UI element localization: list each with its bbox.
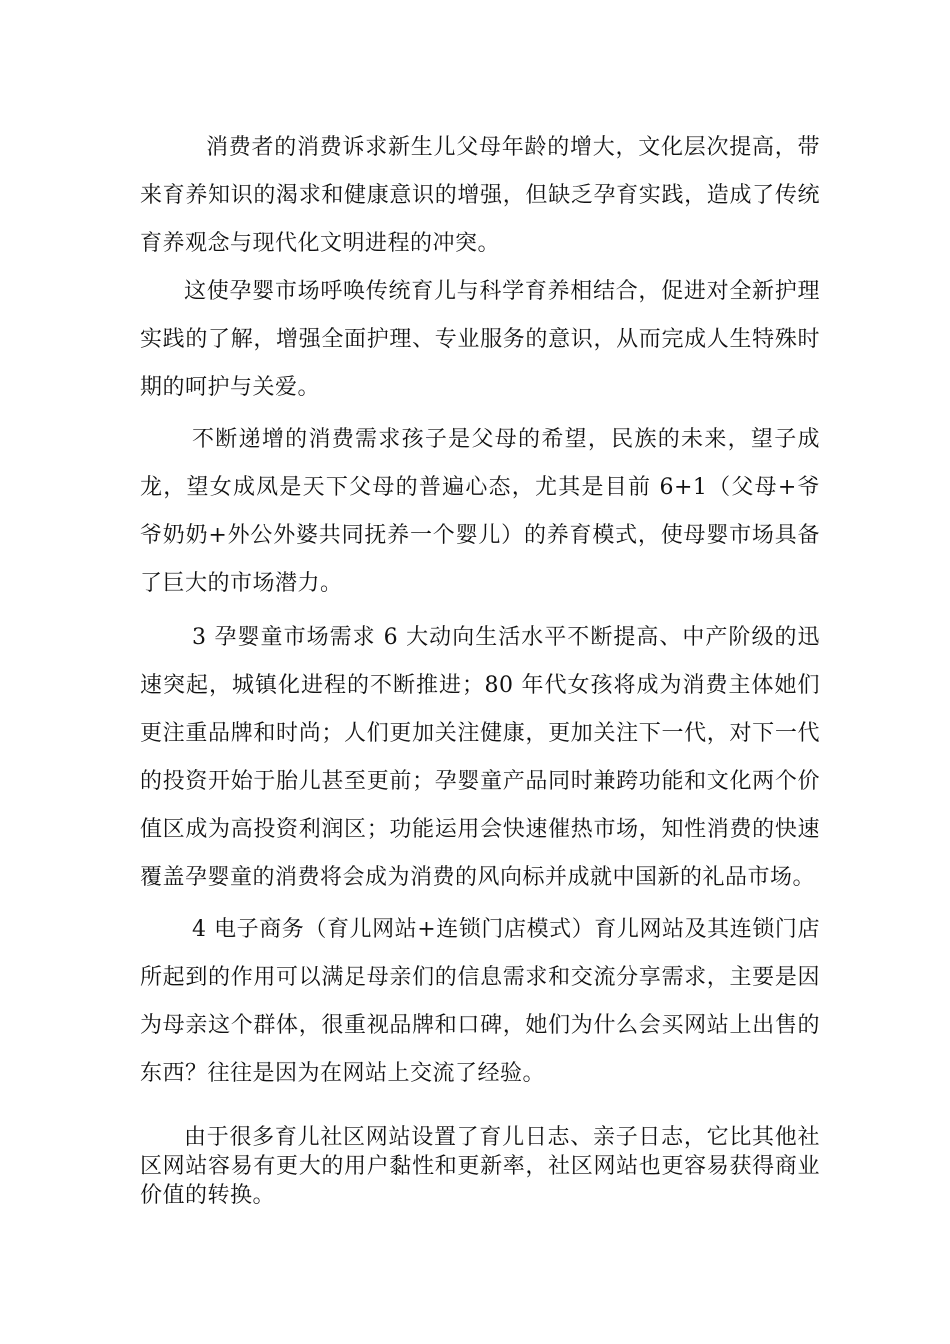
paragraph-consumer-demand: 消费者的消费诉求新生儿父母年龄的增大，文化层次提高，带来育养知识的渴求和健康意识的增强，但缺乏孕育实践，造成了传统育养观念与现代化文明进程的冲突。 bbox=[140, 135, 820, 256]
paragraph-six-trends: 3 孕婴童市场需求 6 大动向生活水平不断提高、中产阶级的迅速突起，城镇化进程的不断推进；80 年代女孩将成为消费主体她们更注重品牌和时尚；人们更加关注健康，更加关注下一代，对下一代的投资开始于胎儿甚至更前；孕婴童产品同时兼跨功能和文化两个价值区成为高投资利润区；功能运用会快速催热市场，知性消费的快速覆盖孕婴童的消费将会成为消费的风向标并成就中国新的礼品市场。 bbox=[140, 625, 820, 890]
paragraph-market-call: 这使孕婴市场呼唤传统育儿与科学育养相结合，促进对全新护理实践的了解，增强全面护理、专业服务的意识，从而完成人生特殊时期的呵护与关爱。 bbox=[140, 279, 820, 400]
paragraph-community-sites: 由于很多育儿社区网站设置了育儿日志、亲子日志，它比其他社区网站容易有更大的用户黏性和更新率，社区网站也更容易获得商业价值的转换。 bbox=[140, 1125, 820, 1208]
paragraph-growing-demand: 不断递增的消费需求孩子是父母的希望，民族的未来，望子成龙，望女成凤是天下父母的普遍心态，尤其是目前 6+1（父母+爷爷奶奶+外公外婆共同抚养一个婴儿）的养育模式，使母婴市场具备了巨大的市场潜力。 bbox=[140, 427, 820, 596]
paragraph-ecommerce: 4 电子商务（育儿网站+连锁门店模式）育儿网站及其连锁门店所起到的作用可以满足母亲们的信息需求和交流分享需求，主要是因为母亲这个群体，很重视品牌和口碑，她们为什么会买网站上出售的东西？往往是因为在网站上交流了经验。 bbox=[140, 917, 820, 1086]
